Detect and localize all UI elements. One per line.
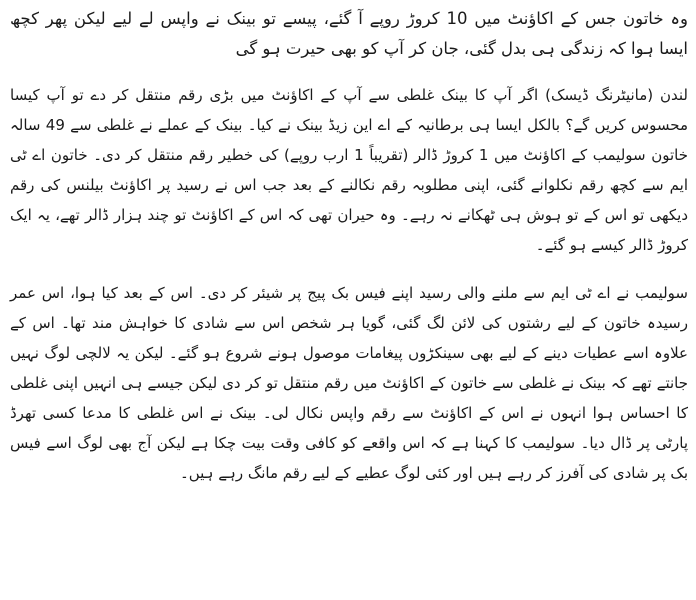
article: [10, 4, 688, 488]
article-headline: وہ خاتون جس کے اکاؤنٹ میں 10 کروڑ روپے آ گئے، پیسے تو بینک نے واپس لے لیے لیکن پھر کچھ ایسا ہوا کہ زندگی ہی بدل گئی، جان کر آپ کو بھی حیرت ہو گی: [10, 9, 689, 58]
article-paragraph-followup: سولیمب نے اے ٹی ایم سے ملنے والی رسید اپنے فیس بک پیج پر شیئر کر دی۔ اس کے بعد کیا ہوا، اس عمر رسیدہ خاتون کے لیے رشتوں کی لائن لگ گئی، گویا ہر شخص اس سے شادی کا خواہش مند تھا۔ اس کے علاوہ اسے عطیات دینے کے لیے بھی سینکڑوں پیغامات موصول ہونے شروع ہو گئے۔ لیکن یہ لالچی لوگ نہیں جانتے تھے کہ بینک نے غلطی سے خاتون کے اکاؤنٹ میں رقم منتقل تو کر دی لیکن جیسے ہی انہیں اپنی غلطی کا احساس ہوا انہوں نے اس کے اکاؤنٹ سے رقم واپس نکال لی۔ بینک نے اس غلطی کا مدعا کسی تھرڈ پارٹی پر ڈال دیا۔ سولیمب کا کہنا ہے کہ اس واقعے کو کافی وقت بیت چکا ہے لیکن آج بھی لوگ اسے فیس بک پر شادی کی آفرز کر رہے ہیں اور کئی لوگ عطیے کے لیے رقم مانگ رہے ہیں۔: [10, 284, 688, 482]
article-paragraph-intro: لندن (مانیٹرنگ ڈیسک) اگر آپ کا بینک غلطی سے آپ کے اکاؤنٹ میں بڑی رقم منتقل کر دے تو آپ کیسا محسوس کریں گے؟ بالکل ایسا ہی برطانیہ کے اے این زیڈ بینک نے کیا۔ بینک کے عملے نے غلطی سے 49 سالہ خاتون سولیمب کے اکاؤنٹ میں 1 کروڑ ڈالر (تقریباً 1 ارب روپے) کی خطیر رقم منتقل کر دی۔ خاتون اے ٹی ایم سے کچھ رقم نکلوانے گئی، اپنی مطلوبہ رقم نکالنے کے بعد جب اس نے رسید پر اکاؤنٹ بیلنس کی رقم دیکھی تو اس کے تو ہوش ہی ٹھکانے نہ رہے۔ وہ حیران تھی کہ اس کے اکاؤنٹ تو چند ہزار ڈالر تھے، یہ ایک کروڑ ڈالر کیسے ہو گئے۔: [10, 86, 688, 254]
